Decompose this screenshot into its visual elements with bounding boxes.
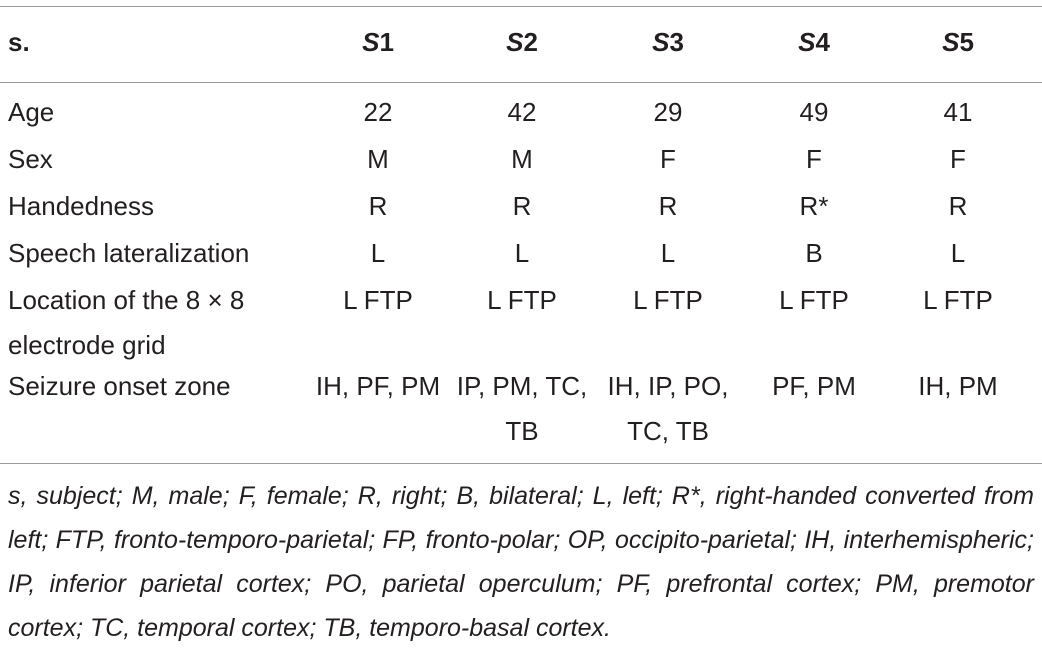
- table-footnote: s, subject; M, male; F, female; R, right; B, bilateral; L, left; R*, right-handed converted from left; FTP, fronto-temporo-parietal; FP, fronto-polar; OP, occipito-parietal; IH, interhemispheric; IP, inferior parietal cortex; PO, parietal operculum; PF, prefrontal cortex; PM, premotor cortex; TC, temporal cortex; TB, temporo-basal cortex.: [8, 482, 1034, 642]
- table-cell: [598, 364, 738, 454]
- header-subject-2: S2: [506, 27, 538, 57]
- table-cell: [888, 364, 1028, 409]
- table-cell: [744, 364, 884, 409]
- table-cell: 22: [363, 97, 393, 127]
- row-label-handedness: Handedness: [8, 191, 154, 221]
- table-header-rule: [0, 82, 1042, 83]
- table-cell: L FTP: [343, 285, 413, 315]
- table-cell: 49: [799, 97, 829, 127]
- cell-line: IH, PF, PM: [315, 371, 441, 401]
- row-label-line-1: Location of the 8 × 8: [8, 285, 245, 315]
- row-label-speech-lateralization: Speech lateralization: [8, 238, 250, 268]
- row-label-line-2: electrode grid: [8, 330, 166, 360]
- header-subject-5: S5: [942, 27, 974, 57]
- table-cell: L FTP: [779, 285, 849, 315]
- table-cell: R: [512, 191, 532, 221]
- row-label-seizure-onset-zone: Seizure onset zone: [8, 371, 231, 401]
- table-cell: R*: [799, 191, 829, 221]
- header-subject-4: S4: [798, 27, 830, 57]
- table-cell: 42: [507, 97, 537, 127]
- cell-line: IP, PM, TC,: [456, 371, 588, 401]
- table-cell: R: [658, 191, 678, 221]
- table-cell: F: [660, 144, 676, 174]
- table-cell: F: [950, 144, 966, 174]
- table-cell: L: [660, 238, 676, 268]
- table-cell: L: [514, 238, 530, 268]
- header-subject-3: S3: [652, 27, 684, 57]
- header-label: s.: [8, 27, 30, 57]
- table-cell: M: [367, 144, 389, 174]
- header-subject-1: S1: [362, 27, 394, 57]
- table-cell: [308, 364, 448, 409]
- table-cell: 29: [653, 97, 683, 127]
- table-cell: M: [511, 144, 533, 174]
- table-cell: L: [950, 238, 966, 268]
- table-cell: L FTP: [923, 285, 993, 315]
- cell-line: IH, IP, PO,: [607, 371, 729, 401]
- cell-line: TB: [505, 416, 539, 446]
- row-label-sex: Sex: [8, 144, 53, 174]
- table-cell: L: [370, 238, 386, 268]
- row-label-electrode-grid-location: [8, 278, 244, 368]
- table-cell: 41: [943, 97, 973, 127]
- table-top-rule: [0, 6, 1042, 7]
- table-cell: [452, 364, 592, 454]
- table-cell: R: [948, 191, 968, 221]
- row-label-age: Age: [8, 97, 55, 127]
- table-cell: F: [806, 144, 822, 174]
- table-cell: L FTP: [487, 285, 557, 315]
- cell-line: IH, PM: [918, 371, 998, 401]
- table-bottom-rule: [0, 463, 1042, 464]
- table-cell: L FTP: [633, 285, 703, 315]
- cell-line: PF, PM: [772, 371, 856, 401]
- table-cell: R: [368, 191, 388, 221]
- cell-line: TC, TB: [627, 416, 709, 446]
- table-cell: B: [805, 238, 823, 268]
